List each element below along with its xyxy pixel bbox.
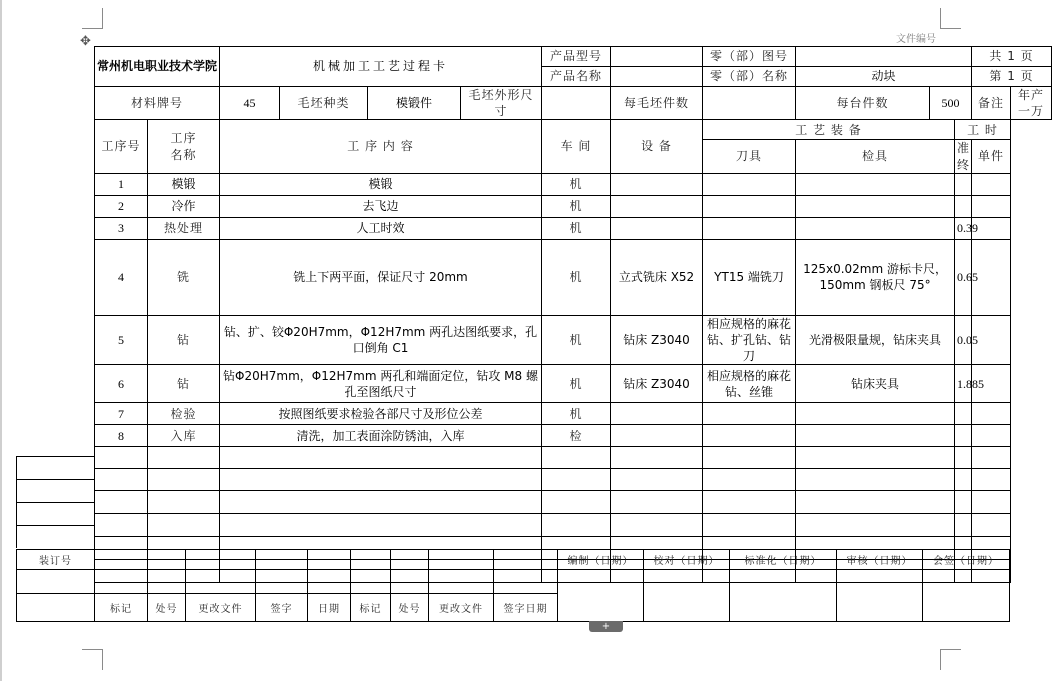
op-equipment[interactable] [611, 425, 703, 447]
col-equipment: 设 备 [611, 120, 703, 173]
op-gauge[interactable]: 光滑极限量规，钻床夹具 [796, 315, 955, 365]
op-name[interactable]: 热处理 [148, 217, 220, 239]
op-prep-time[interactable]: 1.885 [955, 365, 972, 403]
op-gauge[interactable] [796, 403, 955, 425]
page-left-edge [0, 0, 2, 681]
mark-label: 标记 [95, 594, 148, 622]
binding-strip-line [16, 525, 94, 526]
op-equipment[interactable]: 钻床 Z3040 [611, 365, 703, 403]
per-unit-value[interactable]: 500 [930, 87, 972, 120]
total-pages: 共 1 页 [972, 47, 1052, 67]
op-equipment[interactable] [611, 195, 703, 217]
table-row-empty [95, 514, 1052, 537]
op-workshop[interactable]: 检 [542, 425, 611, 447]
product-name-value[interactable] [611, 67, 703, 87]
op-content[interactable]: 人工时效 [220, 217, 542, 239]
op-cutter[interactable]: 相应规格的麻花钻、丝锥 [703, 365, 796, 403]
process-card-table [94, 46, 1052, 583]
add-row-button[interactable]: + [589, 621, 623, 632]
op-equipment[interactable]: 立式铣床 X52 [611, 239, 703, 315]
count-label-2: 处号 [391, 594, 429, 622]
blank-size-value[interactable] [542, 87, 611, 120]
standardized-label: 标准化（日期） [730, 550, 837, 570]
op-workshop[interactable]: 机 [542, 365, 611, 403]
doc-code-label: 文件编号 [896, 34, 936, 45]
col-process-equipment: 工 艺 装 备 [703, 120, 955, 140]
reviewed-sign-cell[interactable] [837, 570, 923, 622]
op-unit-time[interactable] [972, 173, 1011, 195]
table-row [95, 365, 1052, 403]
part-drawing-no-label: 零（部）图号 [703, 47, 796, 67]
col-op-no: 工序号 [95, 120, 148, 173]
note-label: 备注 [972, 87, 1011, 120]
table-row [95, 173, 1052, 195]
binding-strip-line [16, 456, 94, 457]
compiled-label: 编制（日期） [558, 550, 644, 570]
col-gauge: 检具 [796, 140, 955, 173]
blank-size-label: 毛坯外形尺寸 [461, 87, 542, 120]
material-grade-label: 材料牌号 [95, 87, 220, 120]
per-unit-label: 每台件数 [796, 87, 930, 120]
col-prep-time: 准终 [955, 140, 972, 173]
op-unit-time[interactable] [972, 425, 1011, 447]
op-cutter[interactable] [703, 217, 796, 239]
parts-per-blank-label: 每毛坯件数 [611, 87, 703, 120]
col-workshop: 车 间 [542, 120, 611, 173]
op-cutter[interactable] [703, 195, 796, 217]
mark-label-2: 标记 [351, 594, 391, 622]
table-row [95, 403, 1052, 425]
op-cutter[interactable] [703, 425, 796, 447]
op-prep-time[interactable] [955, 173, 972, 195]
op-no[interactable]: 2 [95, 195, 148, 217]
op-no[interactable]: 8 [95, 425, 148, 447]
op-workshop[interactable]: 机 [542, 239, 611, 315]
op-no[interactable]: 6 [95, 365, 148, 403]
table-row-empty [95, 491, 1052, 514]
standardized-sign-cell[interactable] [730, 570, 837, 622]
op-cutter[interactable] [703, 403, 796, 425]
product-model-label: 产品型号 [542, 47, 611, 67]
op-gauge[interactable] [796, 173, 955, 195]
countersign-label: 会签（日期） [923, 550, 1010, 570]
op-equipment[interactable] [611, 217, 703, 239]
op-content[interactable]: 清洗，加工表面涂防锈油，入库 [220, 425, 542, 447]
op-prep-time[interactable]: 0.39 [955, 217, 972, 239]
part-drawing-no-value[interactable] [796, 47, 972, 67]
op-prep-time[interactable] [955, 403, 972, 425]
material-grade-value[interactable]: 45 [220, 87, 280, 120]
op-content[interactable]: 按照图纸要求检验各部尺寸及形位公差 [220, 403, 542, 425]
op-content[interactable]: 铣上下两平面，保证尺寸 20mm [220, 239, 542, 315]
change-doc-label: 更改文件 [186, 594, 256, 622]
op-name[interactable]: 铣 [148, 239, 220, 315]
page-corner-bottom-right [940, 649, 961, 670]
op-prep-time[interactable] [955, 195, 972, 217]
page-corner-bottom-left [82, 649, 103, 670]
compiled-sign-cell[interactable] [558, 570, 644, 622]
op-prep-time[interactable]: 0.65 [955, 239, 972, 315]
op-workshop[interactable]: 机 [542, 173, 611, 195]
op-equipment[interactable] [611, 173, 703, 195]
op-name[interactable]: 钻 [148, 315, 220, 365]
table-row [95, 217, 1052, 239]
op-equipment[interactable]: 钻床 Z3040 [611, 315, 703, 365]
col-op-content: 工 序 内 容 [220, 120, 542, 173]
table-row [95, 425, 1052, 447]
checked-sign-cell[interactable] [644, 570, 730, 622]
date-label: 日期 [308, 594, 351, 622]
school-name: 常州机电职业技术学院 [95, 47, 220, 87]
table-row [95, 315, 1052, 365]
op-content[interactable]: 钻、扩、铰Φ20H7mm，Φ12H7mm 两孔达图纸要求，孔口倒角 C1 [220, 315, 542, 365]
page-corner-top-left [82, 8, 103, 29]
table-row-empty [95, 447, 1052, 469]
op-prep-time[interactable] [955, 425, 972, 447]
op-gauge[interactable]: 钻床夹具 [796, 365, 955, 403]
signature-table [16, 549, 1010, 622]
col-cutter: 刀具 [703, 140, 796, 173]
op-name[interactable]: 检验 [148, 403, 220, 425]
checked-label: 校对（日期） [644, 550, 730, 570]
op-workshop[interactable]: 机 [542, 315, 611, 365]
parts-per-blank-value[interactable] [703, 87, 796, 120]
col-unit-time: 单件 [972, 140, 1011, 173]
op-workshop[interactable]: 机 [542, 195, 611, 217]
op-cutter[interactable]: 相应规格的麻花钻、扩孔钻、钻刀 [703, 315, 796, 365]
op-equipment[interactable] [611, 403, 703, 425]
op-unit-time[interactable] [972, 195, 1011, 217]
page-number: 第 1 页 [972, 67, 1052, 87]
part-name-label: 零（部）名称 [703, 67, 796, 87]
op-cutter[interactable] [703, 173, 796, 195]
card-title: 机械加工工艺过程卡 [220, 47, 542, 87]
product-name-label: 产品名称 [542, 67, 611, 87]
op-no[interactable]: 5 [95, 315, 148, 365]
op-gauge[interactable] [796, 425, 955, 447]
op-gauge[interactable] [796, 195, 955, 217]
op-cutter[interactable]: YT15 端铣刀 [703, 239, 796, 315]
op-name[interactable]: 模锻 [148, 173, 220, 195]
op-content[interactable]: 模锻 [220, 173, 542, 195]
op-content[interactable]: 钻Φ20H7mm，Φ12H7mm 两孔和端面定位，钻攻 M8 螺孔至图纸尺寸 [220, 365, 542, 403]
countersign-sign-cell[interactable] [923, 570, 1010, 622]
op-workshop[interactable]: 机 [542, 217, 611, 239]
op-no[interactable]: 3 [95, 217, 148, 239]
op-name[interactable]: 入库 [148, 425, 220, 447]
table-row-empty [95, 469, 1052, 491]
sign-label: 签字 [256, 594, 308, 622]
page-corner-top-right [940, 8, 961, 29]
col-time: 工 时 [955, 120, 1011, 140]
op-gauge[interactable] [796, 217, 955, 239]
part-name-value[interactable]: 动块 [796, 67, 972, 87]
change-doc-label-2: 更改文件 [429, 594, 494, 622]
op-prep-time[interactable]: 0.05 [955, 315, 972, 365]
op-name[interactable]: 冷作 [148, 195, 220, 217]
op-name[interactable]: 钻 [148, 365, 220, 403]
table-row [95, 195, 1052, 217]
op-no[interactable]: 1 [95, 173, 148, 195]
binding-strip-line [16, 479, 94, 480]
op-content[interactable]: 去飞边 [220, 195, 542, 217]
op-workshop[interactable]: 机 [542, 403, 611, 425]
blank-type-label: 毛坯种类 [280, 87, 368, 120]
op-gauge[interactable]: 125x0.02mm 游标卡尺，150mm 钢板尺 75° [796, 239, 955, 315]
binding-no-label: 装订号 [17, 550, 95, 570]
move-icon[interactable]: ✥ [80, 34, 91, 49]
op-no[interactable]: 7 [95, 403, 148, 425]
product-model-value[interactable] [611, 47, 703, 67]
op-no[interactable]: 4 [95, 239, 148, 315]
binding-strip-line [16, 502, 94, 503]
note-value[interactable]: 年产一万 [1011, 87, 1052, 120]
reviewed-label: 审核（日期） [837, 550, 923, 570]
sign-date-label: 签字日期 [494, 594, 558, 622]
table-row [95, 239, 1052, 315]
count-label: 处号 [148, 594, 186, 622]
op-unit-time[interactable] [972, 403, 1011, 425]
blank-type-value[interactable]: 模锻件 [368, 87, 461, 120]
col-op-name: 工序 名称 [148, 120, 220, 173]
